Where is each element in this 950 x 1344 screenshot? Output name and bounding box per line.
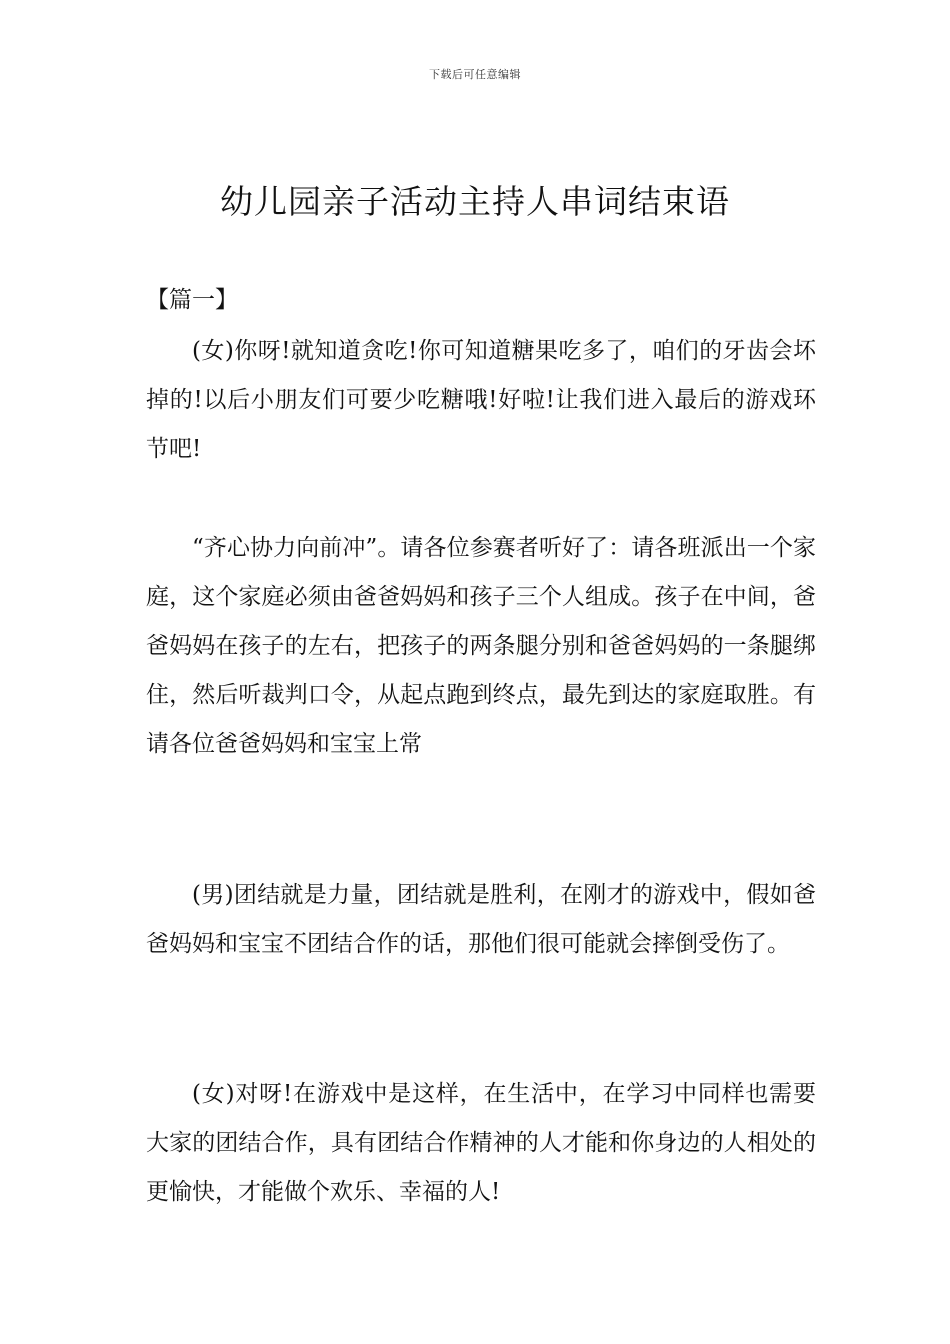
paragraph: “齐心协力向前冲”。请各位参赛者听好了：请各班派出一个家庭，这个家庭必须由爸爸妈妈和孩子三个人组成。孩子在中间，爸爸妈妈在孩子的左右，把孩子的两条腿分别和爸爸妈妈的一条腿绑住，然后听裁判口令，从起点跑到终点，最先到达的家庭取胜。有请各位爸爸妈妈和宝宝上常 <box>146 535 816 757</box>
document-title: 幼儿园亲子活动主持人串词结束语 <box>220 182 730 221</box>
header-note: 下载后可任意编辑 <box>429 68 521 81</box>
paragraph: (男)团结就是力量，团结就是胜利，在刚才的游戏中，假如爸爸妈妈和宝宝不团结合作的话，那他们很可能就会摔倒受伤了。 <box>146 882 816 957</box>
section-label: 【篇一】 <box>146 287 238 313</box>
paragraph: (女)你呀!就知道贪吃!你可知道糖果吃多了，咱们的牙齿会坏掉的!以后小朋友们可要少吃糖哦!好啦!让我们进入最后的游戏环节吧! <box>146 338 816 462</box>
paragraph: (女)对呀!在游戏中是这样，在生活中，在学习中同样也需要大家的团结合作，具有团结合作精神的人才能和你身边的人相处的更愉快，才能做个欢乐、幸福的人! <box>146 1081 816 1205</box>
